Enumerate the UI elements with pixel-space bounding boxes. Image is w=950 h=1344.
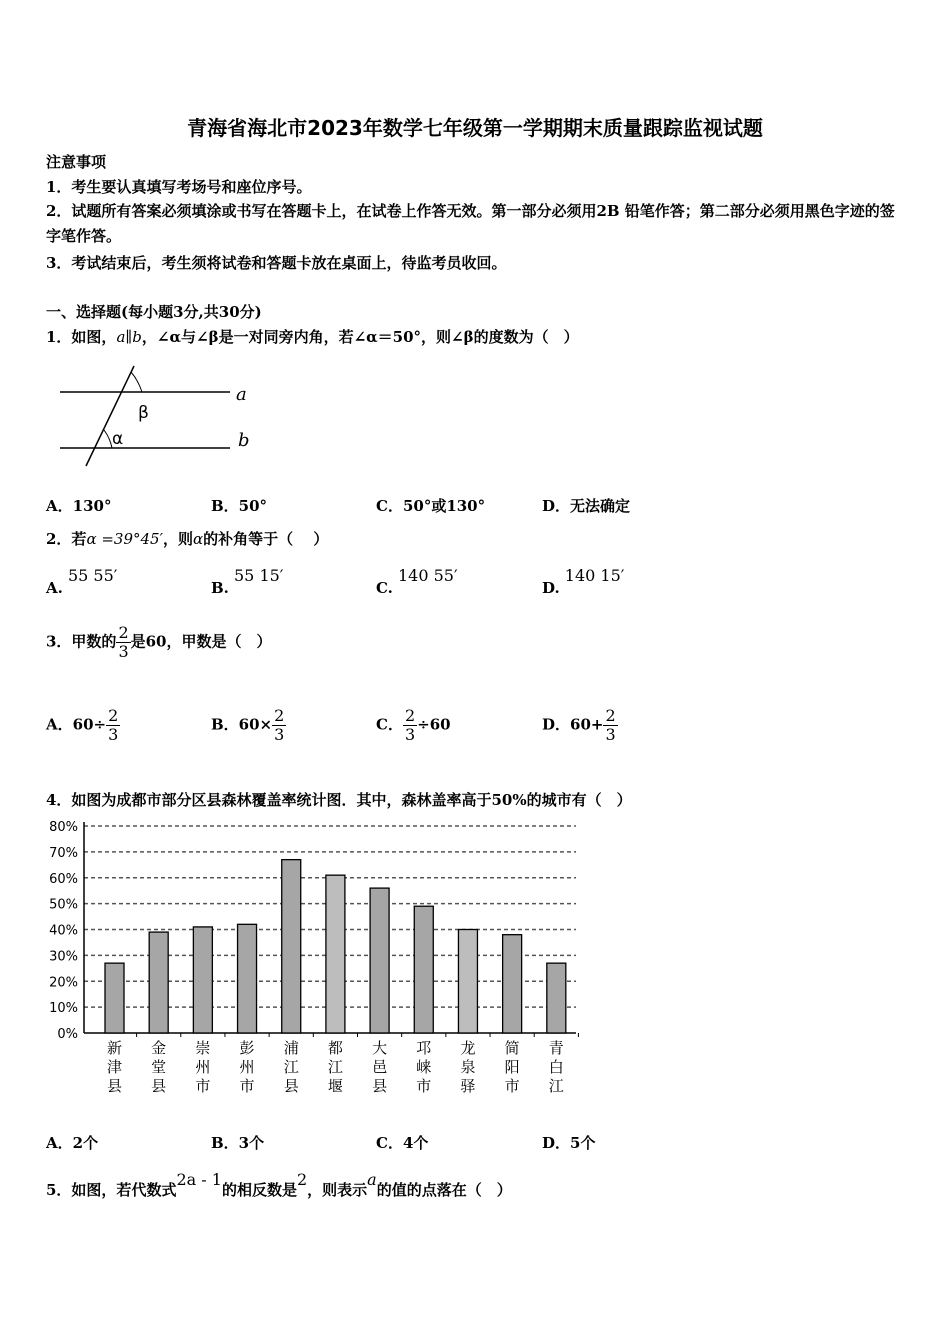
q1-suffix: ，∠α与∠β是一对同旁内角，若∠α＝50°，则∠β的度数为（ ） — [141, 328, 579, 346]
q2-option-b-letter: B. — [211, 579, 229, 597]
q1-option-b[interactable]: B．50° — [211, 497, 268, 515]
x-tick-label: 彭 — [239, 1039, 255, 1057]
notice-item-1: 1．考生要认真填写考场号和座位序号。 — [46, 178, 312, 196]
parallel-lines-figure — [52, 362, 262, 472]
x-tick-label: 江 — [283, 1058, 299, 1076]
y-tick-label: 70% — [49, 845, 78, 861]
y-tick-label: 60% — [49, 871, 78, 887]
x-tick-label: 简 — [504, 1039, 520, 1057]
bar — [149, 932, 168, 1033]
x-tick-label: 州 — [195, 1058, 211, 1076]
y-tick-label: 10% — [49, 1001, 78, 1017]
x-tick-label: 堰 — [327, 1077, 343, 1095]
x-tick-label: 州 — [239, 1058, 255, 1076]
alpha-label: α — [112, 429, 124, 449]
y-tick-label: 30% — [49, 949, 78, 965]
q2-option-b-value: 55 15′ — [234, 566, 284, 585]
transversal — [86, 366, 134, 466]
q2-option-c-value: 140 55′ — [398, 566, 458, 585]
q2-option-d-letter: D. — [542, 579, 560, 597]
q5-prefix: 5．如图，若代数式 — [46, 1181, 177, 1199]
q2-alpha: α — [193, 530, 204, 548]
y-tick-label: 50% — [49, 897, 78, 913]
q1-option-d[interactable]: D．无法确定 — [542, 497, 631, 515]
x-tick-label: 江 — [327, 1058, 343, 1076]
x-tick-label: 浦 — [283, 1039, 299, 1057]
x-tick-label: 江 — [548, 1077, 564, 1095]
q5-mid2: ，则表示 — [307, 1181, 368, 1199]
q2-option-b[interactable] — [211, 566, 284, 597]
x-tick-label: 津 — [106, 1058, 123, 1076]
x-tick-label: 都 — [327, 1039, 343, 1057]
x-tick-label: 驿 — [460, 1077, 476, 1095]
bar — [238, 924, 257, 1033]
y-tick-label: 40% — [49, 923, 78, 939]
beta-arc — [131, 372, 142, 392]
x-tick-label: 县 — [106, 1077, 123, 1095]
bar — [105, 963, 124, 1033]
q3-option-c[interactable]: C． $\frac{2}{3}$ ÷60 — [376, 706, 451, 744]
x-tick-label: 龙 — [460, 1039, 476, 1057]
q2-option-a-value: 55 55′ — [67, 566, 118, 585]
q1-prefix: 1．如图， — [46, 328, 117, 346]
bar — [370, 888, 389, 1033]
q4-option-b[interactable]: B．3个 — [211, 1134, 265, 1152]
question-1 — [46, 327, 579, 347]
beta-label: β — [138, 403, 149, 423]
x-tick-label: 邑 — [372, 1058, 388, 1076]
x-tick-label: 崃 — [416, 1058, 432, 1076]
y-tick-label: 0% — [57, 1027, 78, 1042]
q5-expr: 2a - 1 — [176, 1170, 222, 1189]
label-b: b — [238, 430, 250, 451]
x-tick-label: 新 — [106, 1039, 123, 1057]
q5-mid1: 的相反数是 — [221, 1181, 297, 1199]
section-heading: 一、选择题(每小题3分,共30分) — [46, 303, 262, 321]
forest-coverage-chart — [40, 815, 590, 1105]
q2-option-d-value: 140 15′ — [564, 566, 625, 585]
q2-mid: ，则 — [162, 530, 193, 548]
question-4: 4．如图为成都市部分区县森林覆盖率统计图．其中，森林盖率高于50%的城市有（ ） — [46, 791, 632, 809]
bar — [282, 860, 301, 1033]
q2-option-c[interactable] — [376, 566, 458, 597]
q3-fraction: $\frac{2}{3}$ — [118, 623, 129, 661]
bar — [326, 875, 345, 1033]
x-tick-label: 白 — [548, 1058, 564, 1076]
q2-option-d[interactable] — [542, 566, 625, 597]
page-title: 青海省海北市2023年数学七年级第一学期期末质量跟踪监视试题 — [187, 116, 763, 140]
bar — [458, 930, 477, 1034]
q3-prefix: 3．甲数的 — [46, 632, 117, 651]
y-tick-label: 20% — [49, 975, 78, 991]
x-tick-label: 青 — [548, 1039, 564, 1057]
q1-option-a[interactable]: A．130° — [46, 497, 112, 515]
x-tick-label: 崇 — [195, 1039, 211, 1057]
q3-suffix: 是60，甲数是（ ） — [130, 632, 272, 651]
q5-var: a — [367, 1170, 377, 1189]
y-tick-label: 80% — [49, 820, 78, 835]
x-tick-label: 堂 — [151, 1058, 167, 1076]
q2-option-a-letter: A. — [46, 579, 63, 597]
bar — [547, 963, 566, 1033]
q2-option-a[interactable] — [46, 566, 118, 597]
question-3 — [46, 624, 272, 661]
bar — [414, 906, 433, 1033]
x-tick-label: 市 — [416, 1077, 432, 1095]
x-tick-label: 阳 — [504, 1058, 520, 1076]
x-tick-label: 邛 — [416, 1039, 432, 1057]
alpha-arc — [104, 430, 112, 448]
q3-option-d[interactable]: D．60+ $\frac{2}{3}$ — [542, 706, 616, 744]
label-a: a — [236, 384, 247, 405]
question-2 — [46, 529, 328, 549]
q2-suffix: 的补角等于（ ） — [203, 530, 329, 548]
q4-option-a[interactable]: A．2个 — [46, 1134, 99, 1152]
x-tick-label: 大 — [372, 1039, 388, 1057]
q4-option-d[interactable]: D．5个 — [542, 1134, 596, 1152]
q1-option-c[interactable]: C．50°或130° — [376, 497, 486, 515]
notice-item-3: 3．考试结束后，考生须将试卷和答题卡放在桌面上，待监考员收回。 — [46, 254, 507, 272]
x-tick-label: 县 — [283, 1077, 299, 1095]
x-tick-label: 市 — [504, 1077, 520, 1095]
q2-option-c-letter: C. — [376, 579, 393, 597]
q3-option-b[interactable]: B．60× $\frac{2}{3}$ — [211, 706, 285, 744]
question-5 — [46, 1170, 512, 1199]
x-tick-label: 县 — [151, 1077, 167, 1095]
q1-math: a∥b — [116, 328, 142, 346]
x-tick-label: 市 — [195, 1077, 211, 1095]
q5-num: 2 — [296, 1170, 308, 1189]
q2-prefix: 2．若 — [46, 530, 87, 548]
q2-math: α =39°45′ — [86, 530, 163, 548]
x-tick-label: 金 — [151, 1039, 167, 1057]
q3-option-a[interactable]: A．60÷ $\frac{2}{3}$ — [46, 706, 119, 744]
bar — [193, 927, 212, 1033]
q5-suffix: 的值的点落在（ ） — [376, 1181, 512, 1199]
x-tick-label: 县 — [372, 1077, 388, 1095]
notice-heading: 注意事项 — [46, 153, 107, 171]
x-tick-label: 泉 — [460, 1058, 476, 1076]
notice-item-2: 2．试题所有答案必须填涂或书写在答题卡上，在试卷上作答无效。第一部分必须用2B 铅笔作答；第二部分必须用黑色字迹的签字笔作答。 — [46, 202, 895, 245]
bar — [503, 935, 522, 1033]
q4-option-c[interactable]: C．4个 — [376, 1134, 429, 1152]
x-tick-label: 市 — [239, 1077, 255, 1095]
